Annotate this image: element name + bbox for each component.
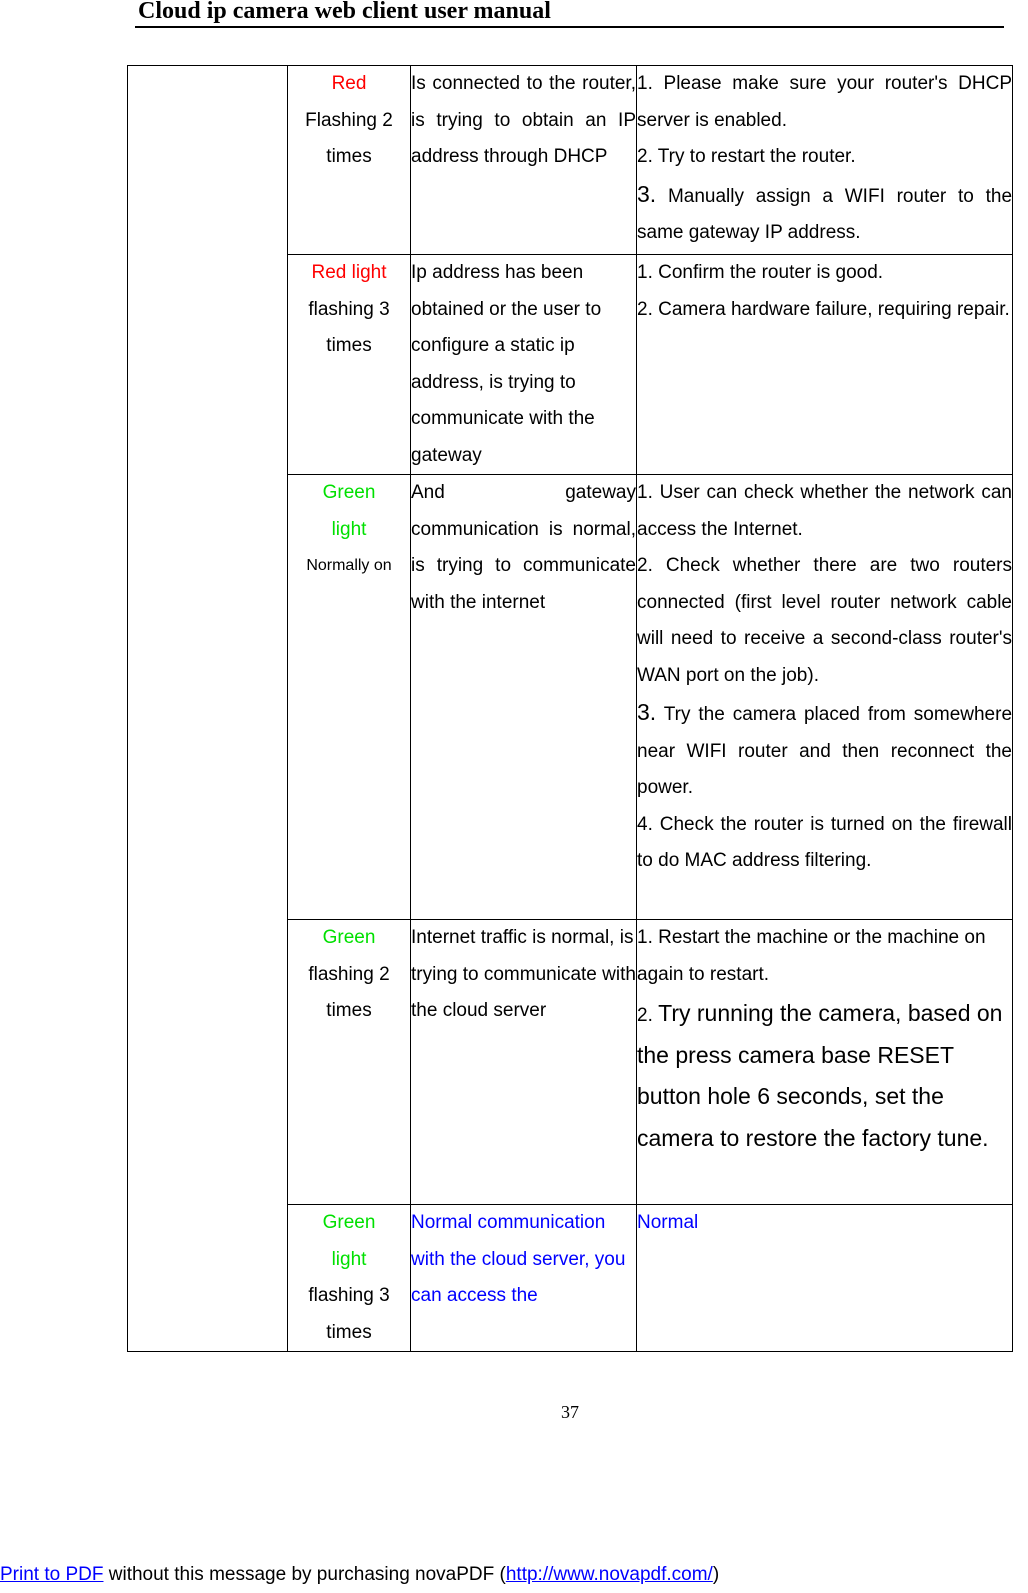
status-detail: times: [326, 146, 372, 167]
solution-number: 3.: [637, 180, 657, 207]
status-detail: times: [326, 335, 372, 356]
status-cell: [288, 1205, 411, 1352]
footer-close: ): [712, 1564, 720, 1585]
status-mode: flashing 3: [308, 298, 390, 320]
document-header-title: Cloud ip camera web client user manual: [138, 0, 551, 24]
table-row: [128, 66, 1013, 255]
solution-item: 4. Check the router is turned on the firewall to do MAC address filtering.: [637, 813, 1012, 871]
solution-text: Manually assign a WIFI router to the same gateway IP address.: [637, 185, 1013, 243]
indicator-troubleshooting-table: [127, 65, 1013, 1352]
solution-number: 3.: [637, 699, 657, 725]
status-color: Green: [322, 1212, 376, 1233]
status-detail: times: [326, 1321, 372, 1343]
status-cell: [288, 920, 411, 1205]
solution-item: [637, 176, 1012, 252]
description-cell: Is connected to the router, is trying to obtain an IP address through DHCP: [411, 66, 637, 255]
solution-text: Try the camera placed from somewhere near WIFI router and then reconnect the power.: [637, 704, 1013, 798]
status-color-detail: light: [331, 1248, 367, 1270]
print-to-pdf-footer: [0, 1564, 719, 1586]
solution-cell: [637, 255, 1013, 475]
solution-cell: [637, 475, 1013, 920]
solution-number: 2.: [637, 1005, 653, 1026]
solution-item: 2. Camera hardware failure, requiring repair.: [637, 298, 1010, 320]
solution-item: 2. Check whether there are two routers connected (first level router network cable will need to receive a second-class router's WAN port on the job).: [637, 555, 1012, 686]
status-cell: [288, 255, 411, 475]
empty-category-cell: [128, 66, 288, 1352]
status-mode: flashing 3: [308, 1285, 390, 1306]
status-mode: Flashing 2: [305, 109, 393, 131]
novapdf-url-link[interactable]: http://www.novapdf.com/: [505, 1564, 713, 1585]
status-color: Green: [322, 482, 376, 503]
solution-item: 1. Please make sure your router's DHCP server is enabled.: [637, 73, 1012, 131]
description-cell: Ip address has been obtained or the user to configure a static ip address, is trying to communicate with the gateway: [411, 255, 637, 475]
status-color: Green: [322, 927, 376, 948]
solution-cell: [637, 920, 1013, 1205]
solution-item: 1. Confirm the router is good.: [637, 262, 884, 283]
status-cell: [288, 66, 411, 255]
solution-cell: [637, 66, 1013, 255]
description-cell: And gateway communication is normal, is trying to communicate with the internet: [411, 475, 637, 920]
solution-item: [637, 694, 1012, 807]
solution-item: [637, 993, 1012, 1159]
status-color: Red light: [311, 262, 387, 283]
solution-item: 2. Try to restart the router.: [637, 146, 856, 167]
status-color: Red: [331, 73, 367, 94]
solution-cell: [637, 1205, 1013, 1352]
page-number: 37: [561, 1402, 579, 1422]
status-mode: light: [331, 518, 367, 540]
status-cell: [288, 475, 411, 920]
status-detail: times: [326, 1000, 372, 1021]
status-detail: Normally on: [306, 557, 392, 574]
status-mode: flashing 2: [308, 963, 390, 985]
print-to-pdf-link[interactable]: Print to PDF: [0, 1564, 104, 1585]
solution-item: 1. Restart the machine or the machine on again to restart.: [637, 927, 986, 985]
description-cell: Internet traffic is normal, is trying to communicate with the cloud server: [411, 920, 637, 1205]
footer-text: without this message by purchasing novaPDF (: [103, 1564, 506, 1585]
solution-item: 1. User can check whether the network can access the Internet.: [637, 482, 1012, 540]
solution-text: Try running the camera, based on the press camera base RESET button hole 6 seconds, set the camera to restore the factory tune.: [637, 1000, 1003, 1151]
solution-item: Normal: [637, 1212, 699, 1233]
description-cell: Normal communication with the cloud server, you can access the: [411, 1205, 637, 1352]
header-rule: [135, 26, 1004, 28]
